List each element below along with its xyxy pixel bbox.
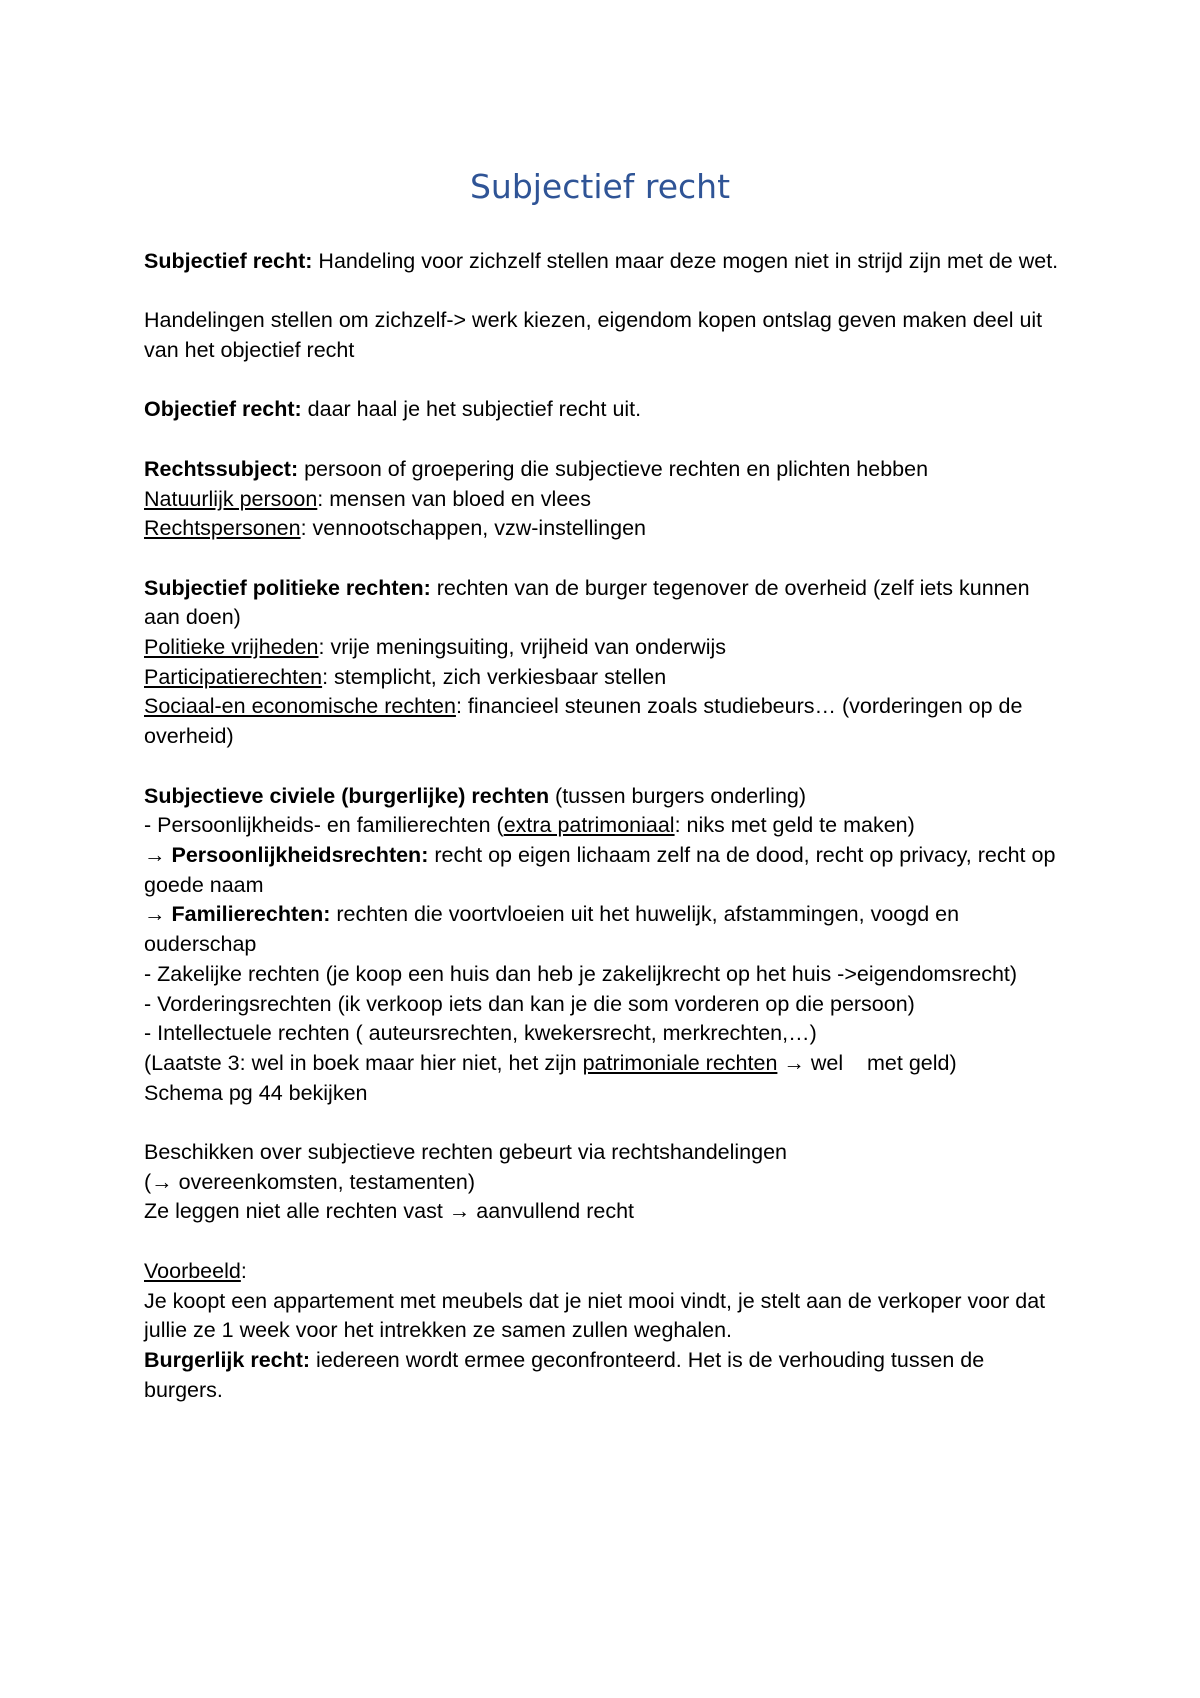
text-line <box>144 574 1064 633</box>
underlined-term: Natuurlijk persoon <box>144 486 318 511</box>
line-text: recht op eigen lichaam zelf na de dood, recht op privacy, recht op goede naam <box>144 842 1062 897</box>
line-text: - Intellectuele rechten ( auteursrechten, kwekersrecht, merkrechten,…) <box>144 1021 817 1046</box>
underlined-term: patrimoniale rechten <box>582 1050 778 1075</box>
line-text: Beschikken over subjectieve rechten gebeurt via rechtshandelingen <box>144 1140 788 1164</box>
bold-label: Familierechten: <box>165 902 331 927</box>
underlined-term: Rechtspersonen <box>144 516 301 541</box>
line-text: overeenkomsten, testamenten) <box>172 1169 476 1194</box>
line-text: : stemplicht, zich verkiesbaar stellen <box>322 664 667 689</box>
text-line <box>144 841 1064 900</box>
text-line <box>144 395 1064 425</box>
line-text: iedereen wordt ermee geconfronteerd. Het is de verhouding tussen de burgers. <box>144 1347 991 1402</box>
bold-label: Subjectief recht: <box>144 249 313 273</box>
bold-label: Objectief recht: <box>144 397 302 422</box>
arrow-icon: → <box>448 1199 471 1224</box>
text-line <box>144 900 1064 959</box>
line-text: : niks met geld te maken) <box>674 813 915 838</box>
arrow-icon: → <box>777 1050 811 1075</box>
text-line <box>144 782 1064 812</box>
line-text: Handelingen stellen om zichzelf-> werk kiezen, eigendom kopen ontslag geven maken deel uit van het objectief recht <box>144 308 1049 363</box>
text-line <box>144 1346 1064 1405</box>
line-text: Handeling voor zichzelf stellen maar deze mogen niet in strijd zijn met de wet. <box>312 249 1059 273</box>
paragraph <box>144 306 1064 365</box>
text-line <box>144 633 1064 663</box>
text-line <box>144 990 1064 1020</box>
text-line <box>144 485 1064 515</box>
line-text: - Vorderingsrechten (ik verkoop iets dan kan je die som vorderen op die persoon) <box>144 991 915 1016</box>
underlined-term: Politieke vrijheden <box>144 635 319 660</box>
text-line <box>144 247 1064 277</box>
bold-label: Persoonlijkheidsrechten: <box>165 842 429 867</box>
line-text: aanvullend recht <box>470 1199 635 1224</box>
line-text: - Zakelijke rechten (je koop een huis dan heb je zakelijkrecht op het huis ->eigendomsrecht) <box>144 961 1018 986</box>
line-text: : vennootschappen, vzw-instellingen <box>300 516 646 541</box>
line-text: (tussen burgers onderling) <box>549 783 807 808</box>
line-prefix: ( <box>144 1169 152 1194</box>
paragraph <box>144 574 1064 752</box>
bold-label: Burgerlijk recht: <box>144 1347 311 1372</box>
line-text: persoon of groepering die subjectieve rechten en plichten hebben <box>298 456 929 481</box>
line-text: Schema pg 44 bekijken <box>144 1080 368 1105</box>
text-line <box>144 1049 1064 1079</box>
text-line <box>144 514 1064 544</box>
underlined-term: extra patrimoniaal <box>503 813 675 838</box>
line-prefix: (Laatste 3: wel in boek maar hier niet, het zijn <box>144 1050 583 1075</box>
line-text: : mensen van bloed en vlees <box>317 486 591 511</box>
bold-label: Rechtssubject: <box>144 456 299 481</box>
underlined-term: Sociaal-en economische rechten <box>144 694 456 719</box>
text-line <box>144 1138 1064 1168</box>
line-text: : <box>240 1258 247 1283</box>
line-text: rechten van de burger tegenover de overheid (zelf iets kunnen aan doen) <box>144 575 1036 630</box>
text-line <box>144 811 1064 841</box>
line-text: wel met geld) <box>810 1050 957 1075</box>
bold-label: Subjectief politieke rechten: <box>144 575 431 600</box>
line-prefix: Ze leggen niet alle rechten vast <box>144 1199 449 1224</box>
paragraph <box>144 455 1064 544</box>
underlined-term: Voorbeeld <box>144 1258 241 1283</box>
arrow-icon: → <box>144 902 166 927</box>
text-line <box>144 455 1064 485</box>
text-line <box>144 960 1064 990</box>
line-prefix: - Persoonlijkheids- en familierechten ( <box>144 813 504 838</box>
text-line <box>144 692 1064 751</box>
line-text: daar haal je het subjectief recht uit. <box>301 397 642 422</box>
text-line <box>144 1019 1064 1049</box>
text-line <box>144 1079 1064 1109</box>
arrow-icon: → <box>151 1169 173 1194</box>
paragraph <box>144 782 1064 1109</box>
paragraph <box>144 395 1064 425</box>
page-title: Subjectief recht <box>469 167 731 206</box>
underlined-term: Participatierechten <box>144 664 323 689</box>
line-text: : vrije meningsuiting, vrijheid van onderwijs <box>318 635 726 660</box>
text-line <box>144 1168 1064 1198</box>
line-text: : financieel steunen zoals studiebeurs… (vorderingen op de overheid) <box>144 694 1029 749</box>
paragraph <box>144 1257 1064 1406</box>
paragraph <box>144 247 1064 277</box>
text-line <box>144 1197 1064 1227</box>
text-line <box>144 1287 1064 1346</box>
paragraph <box>144 1138 1064 1227</box>
arrow-icon: → <box>144 842 166 867</box>
bold-label: Subjectieve civiele (burgerlijke) rechten <box>144 783 550 808</box>
text-line <box>144 1257 1064 1287</box>
line-text: Je koopt een appartement met meubels dat je niet mooi vindt, je stelt aan de verkoper voor dat jullie ze 1 week voor het intrekken ze samen zullen weghalen. <box>144 1288 1052 1343</box>
text-line <box>144 663 1064 693</box>
text-line <box>144 306 1064 365</box>
document-body <box>144 247 1064 1435</box>
line-text: rechten die voortvloeien uit het huwelijk, afstammingen, voogd en ouderschap <box>144 902 966 957</box>
